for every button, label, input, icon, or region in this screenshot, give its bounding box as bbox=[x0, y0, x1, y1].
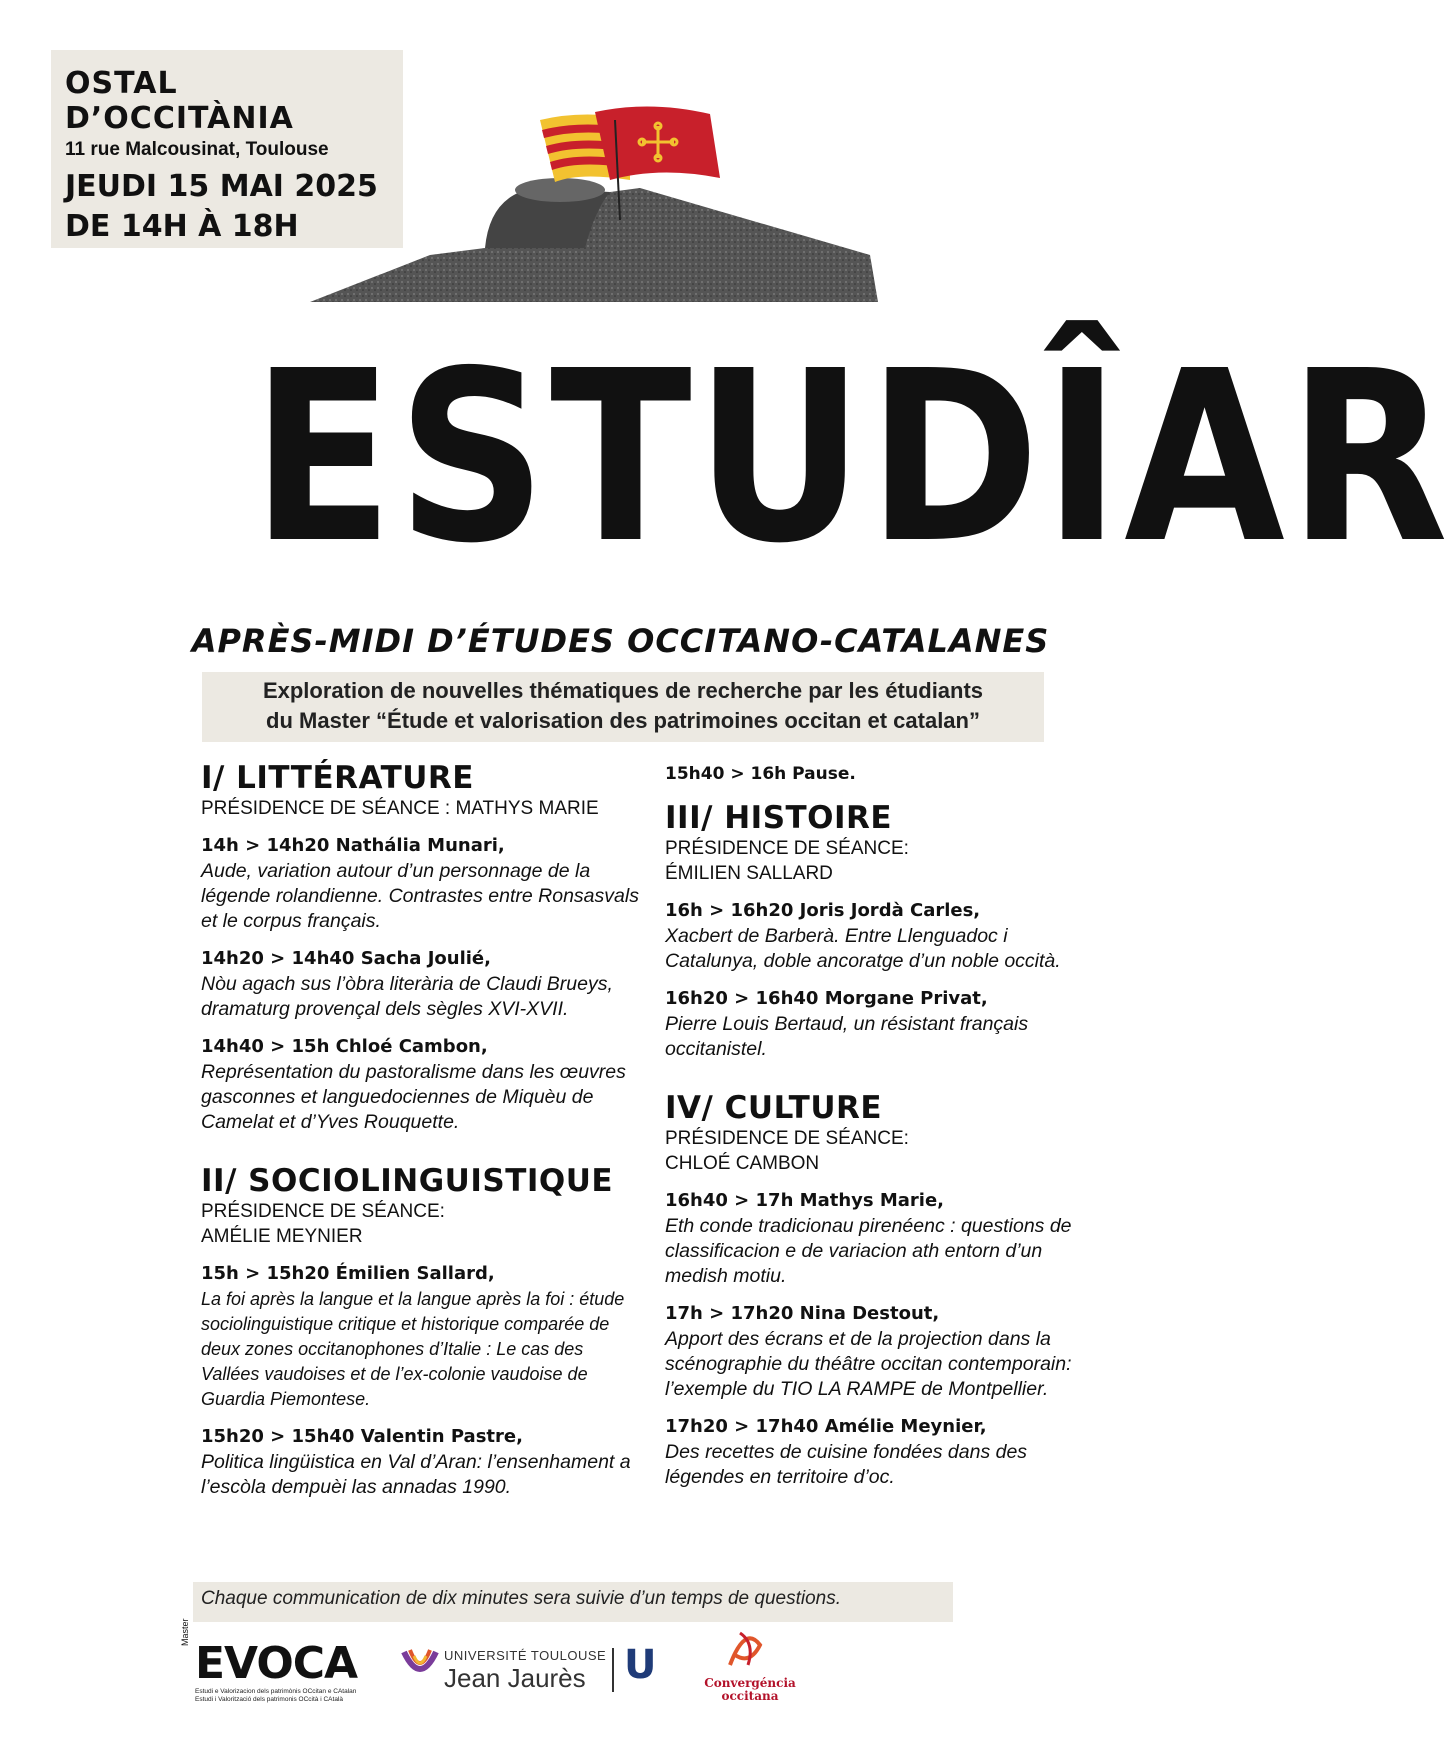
ut2j-mark: U bbox=[624, 1642, 657, 1688]
talk-item bbox=[665, 986, 1085, 1062]
talk-title: Aude, variation autour d’un personnage de la légende rolandienne. Contrastes entre Ronsasvals et le corpus français. bbox=[201, 860, 639, 932]
section-title-sociolinguistique: II/ SOCIOLINGUISTIQUE bbox=[201, 1163, 614, 1199]
program-left-column bbox=[201, 760, 641, 1500]
venue-address: 11 rue Malcousinat, Toulouse bbox=[65, 139, 329, 160]
talk-time-speaker: 15h > 15h20 Émilien Sallard, bbox=[201, 1263, 495, 1284]
exploration-line-2: du Master “Étude et valorisation des patrimoines occitan et catalan” bbox=[266, 708, 980, 733]
convergencia-line-1: Convergéncia bbox=[704, 1676, 796, 1690]
evoca-master-label: Master bbox=[180, 1618, 190, 1646]
convergencia-line-2: occitana bbox=[721, 1689, 779, 1703]
talk-item bbox=[201, 1034, 641, 1135]
title-block bbox=[200, 318, 1452, 618]
talk-time-speaker: 14h > 14h20 Nathália Munari, bbox=[201, 835, 505, 856]
talk-title: Pierre Louis Bertaud, un résistant français occitanistel. bbox=[665, 1013, 1029, 1060]
talk-title: La foi après la langue et la langue après la foi : étude sociolinguistique critique et historique comparée de deux zones occitanophones d’Italie : Le cas des Vallées vaudoises et de l’ex-colonie vaudoise de Guardia Piemontese. bbox=[201, 1289, 625, 1409]
talk-item bbox=[665, 898, 1085, 974]
talk-title: Apport des écrans et de la projection dans la scénographie du théâtre occitan contemporain: l’exemple du TIO LA RAMPE de Montpellier. bbox=[665, 1328, 1072, 1400]
talk-item bbox=[665, 1301, 1085, 1402]
talk-item bbox=[665, 1188, 1085, 1289]
main-title: ESTUDÎAR bbox=[251, 320, 1452, 595]
talk-title: Des recettes de cuisine fondées dans des légendes en territoire d’oc. bbox=[665, 1441, 1028, 1488]
section-title-histoire: III/ HISTOIRE bbox=[665, 800, 893, 836]
presidence-culture-name: CHLOÉ CAMBON bbox=[665, 1153, 820, 1174]
building-flags-illustration bbox=[310, 100, 890, 310]
presidence-litterature: PRÉSIDENCE DE SÉANCE : MATHYS MARIE bbox=[201, 798, 599, 819]
talk-title: Politica lingüistica en Val d’Aran: l’ensenhament a l’escòla dempuèi las annadas 1990. bbox=[201, 1451, 631, 1498]
talk-title: Xacbert de Barberà. Entre Llenguadoc i Catalunya, doble ancoratge d’un noble occità. bbox=[665, 925, 1061, 972]
talk-time-speaker: 14h20 > 14h40 Sacha Joulié, bbox=[201, 948, 491, 969]
presidence-histoire-name: ÉMILIEN SALLARD bbox=[665, 863, 833, 884]
talk-item bbox=[201, 946, 641, 1022]
talk-item bbox=[201, 1261, 641, 1412]
evoca-name: EVOCA bbox=[195, 1638, 358, 1689]
talk-item bbox=[201, 1424, 641, 1500]
talk-time-speaker: 17h > 17h20 Nina Destout, bbox=[665, 1303, 940, 1324]
talk-time-speaker: 16h > 16h20 Joris Jordà Carles, bbox=[665, 900, 981, 921]
subtitle: APRÈS-MIDI D’ÉTUDES OCCITANO-CATALANES bbox=[191, 622, 1050, 660]
talk-title: Nòu agach sus l’òbra literària de Claudi Brueys, dramaturg provençal dels sègles XVI-XVII. bbox=[201, 973, 613, 1020]
talk-time-speaker: 14h40 > 15h Chloé Cambon, bbox=[201, 1036, 488, 1057]
talk-title: Eth conde tradicionau pirenéenc : questions de classificacion e de variacion ath entorn d’un medish motiu. bbox=[665, 1215, 1072, 1287]
presidence-socio-label: PRÉSIDENCE DE SÉANCE: bbox=[201, 1201, 445, 1222]
pause-slot: 15h40 > 16h Pause. bbox=[665, 764, 856, 784]
event-date-day: JEUDI 15 MAI 2025 bbox=[65, 169, 378, 204]
talk-time-speaker: 16h40 > 17h Mathys Marie, bbox=[665, 1190, 944, 1211]
presidence-histoire-label: PRÉSIDENCE DE SÉANCE: bbox=[665, 838, 909, 859]
exploration-line-1: Exploration de nouvelles thématiques de recherche par les étudiants bbox=[262, 678, 984, 703]
section-title-litterature: I/ LITTÉRATURE bbox=[201, 760, 474, 796]
talk-title: Représentation du pastoralisme dans les œuvres gasconnes et languedociennes de Miquèu de Camelat et d’Yves Rouquette. bbox=[201, 1061, 626, 1133]
ut2j-logo bbox=[400, 1640, 670, 1714]
convergencia-occitana-logo bbox=[690, 1625, 810, 1711]
section-title-culture: IV/ CULTURE bbox=[665, 1090, 883, 1126]
talk-time-speaker: 16h20 > 16h40 Morgane Privat, bbox=[665, 988, 988, 1009]
event-date-time: DE 14H À 18H bbox=[65, 209, 299, 244]
venue-name: OSTAL D’OCCITÀNIA bbox=[65, 66, 294, 136]
program-right-column bbox=[665, 762, 1085, 1490]
exploration-box bbox=[202, 672, 1044, 742]
presidence-socio-name: AMÉLIE MEYNIER bbox=[201, 1226, 363, 1247]
questions-note: Chaque communication de dix minutes sera suivie d’un temps de questions. bbox=[193, 1582, 953, 1622]
talk-time-speaker: 17h20 > 17h40 Amélie Meynier, bbox=[665, 1416, 987, 1437]
talk-item bbox=[665, 1414, 1085, 1490]
evoca-subtitle-ca: Estudi i Valorització dels patrimonis OCcità i CAtalà bbox=[195, 1696, 343, 1703]
presidence-culture-label: PRÉSIDENCE DE SÉANCE: bbox=[665, 1128, 909, 1149]
ut2j-swirl-icon bbox=[400, 1646, 440, 1692]
talk-item bbox=[201, 833, 641, 934]
occitan-flag bbox=[595, 106, 720, 180]
ut2j-small-text: UNIVERSITÉ TOULOUSE bbox=[444, 1648, 607, 1663]
convergencia-emblem-icon bbox=[720, 1625, 770, 1671]
ut2j-big-text: Jean Jaurès bbox=[444, 1663, 586, 1693]
evoca-logo bbox=[195, 1640, 375, 1714]
talk-time-speaker: 15h20 > 15h40 Valentin Pastre, bbox=[201, 1426, 523, 1447]
evoca-subtitle-oc: Estudi e Valorizacion dels patrimònis OCcitan e CAtalan bbox=[195, 1688, 357, 1695]
